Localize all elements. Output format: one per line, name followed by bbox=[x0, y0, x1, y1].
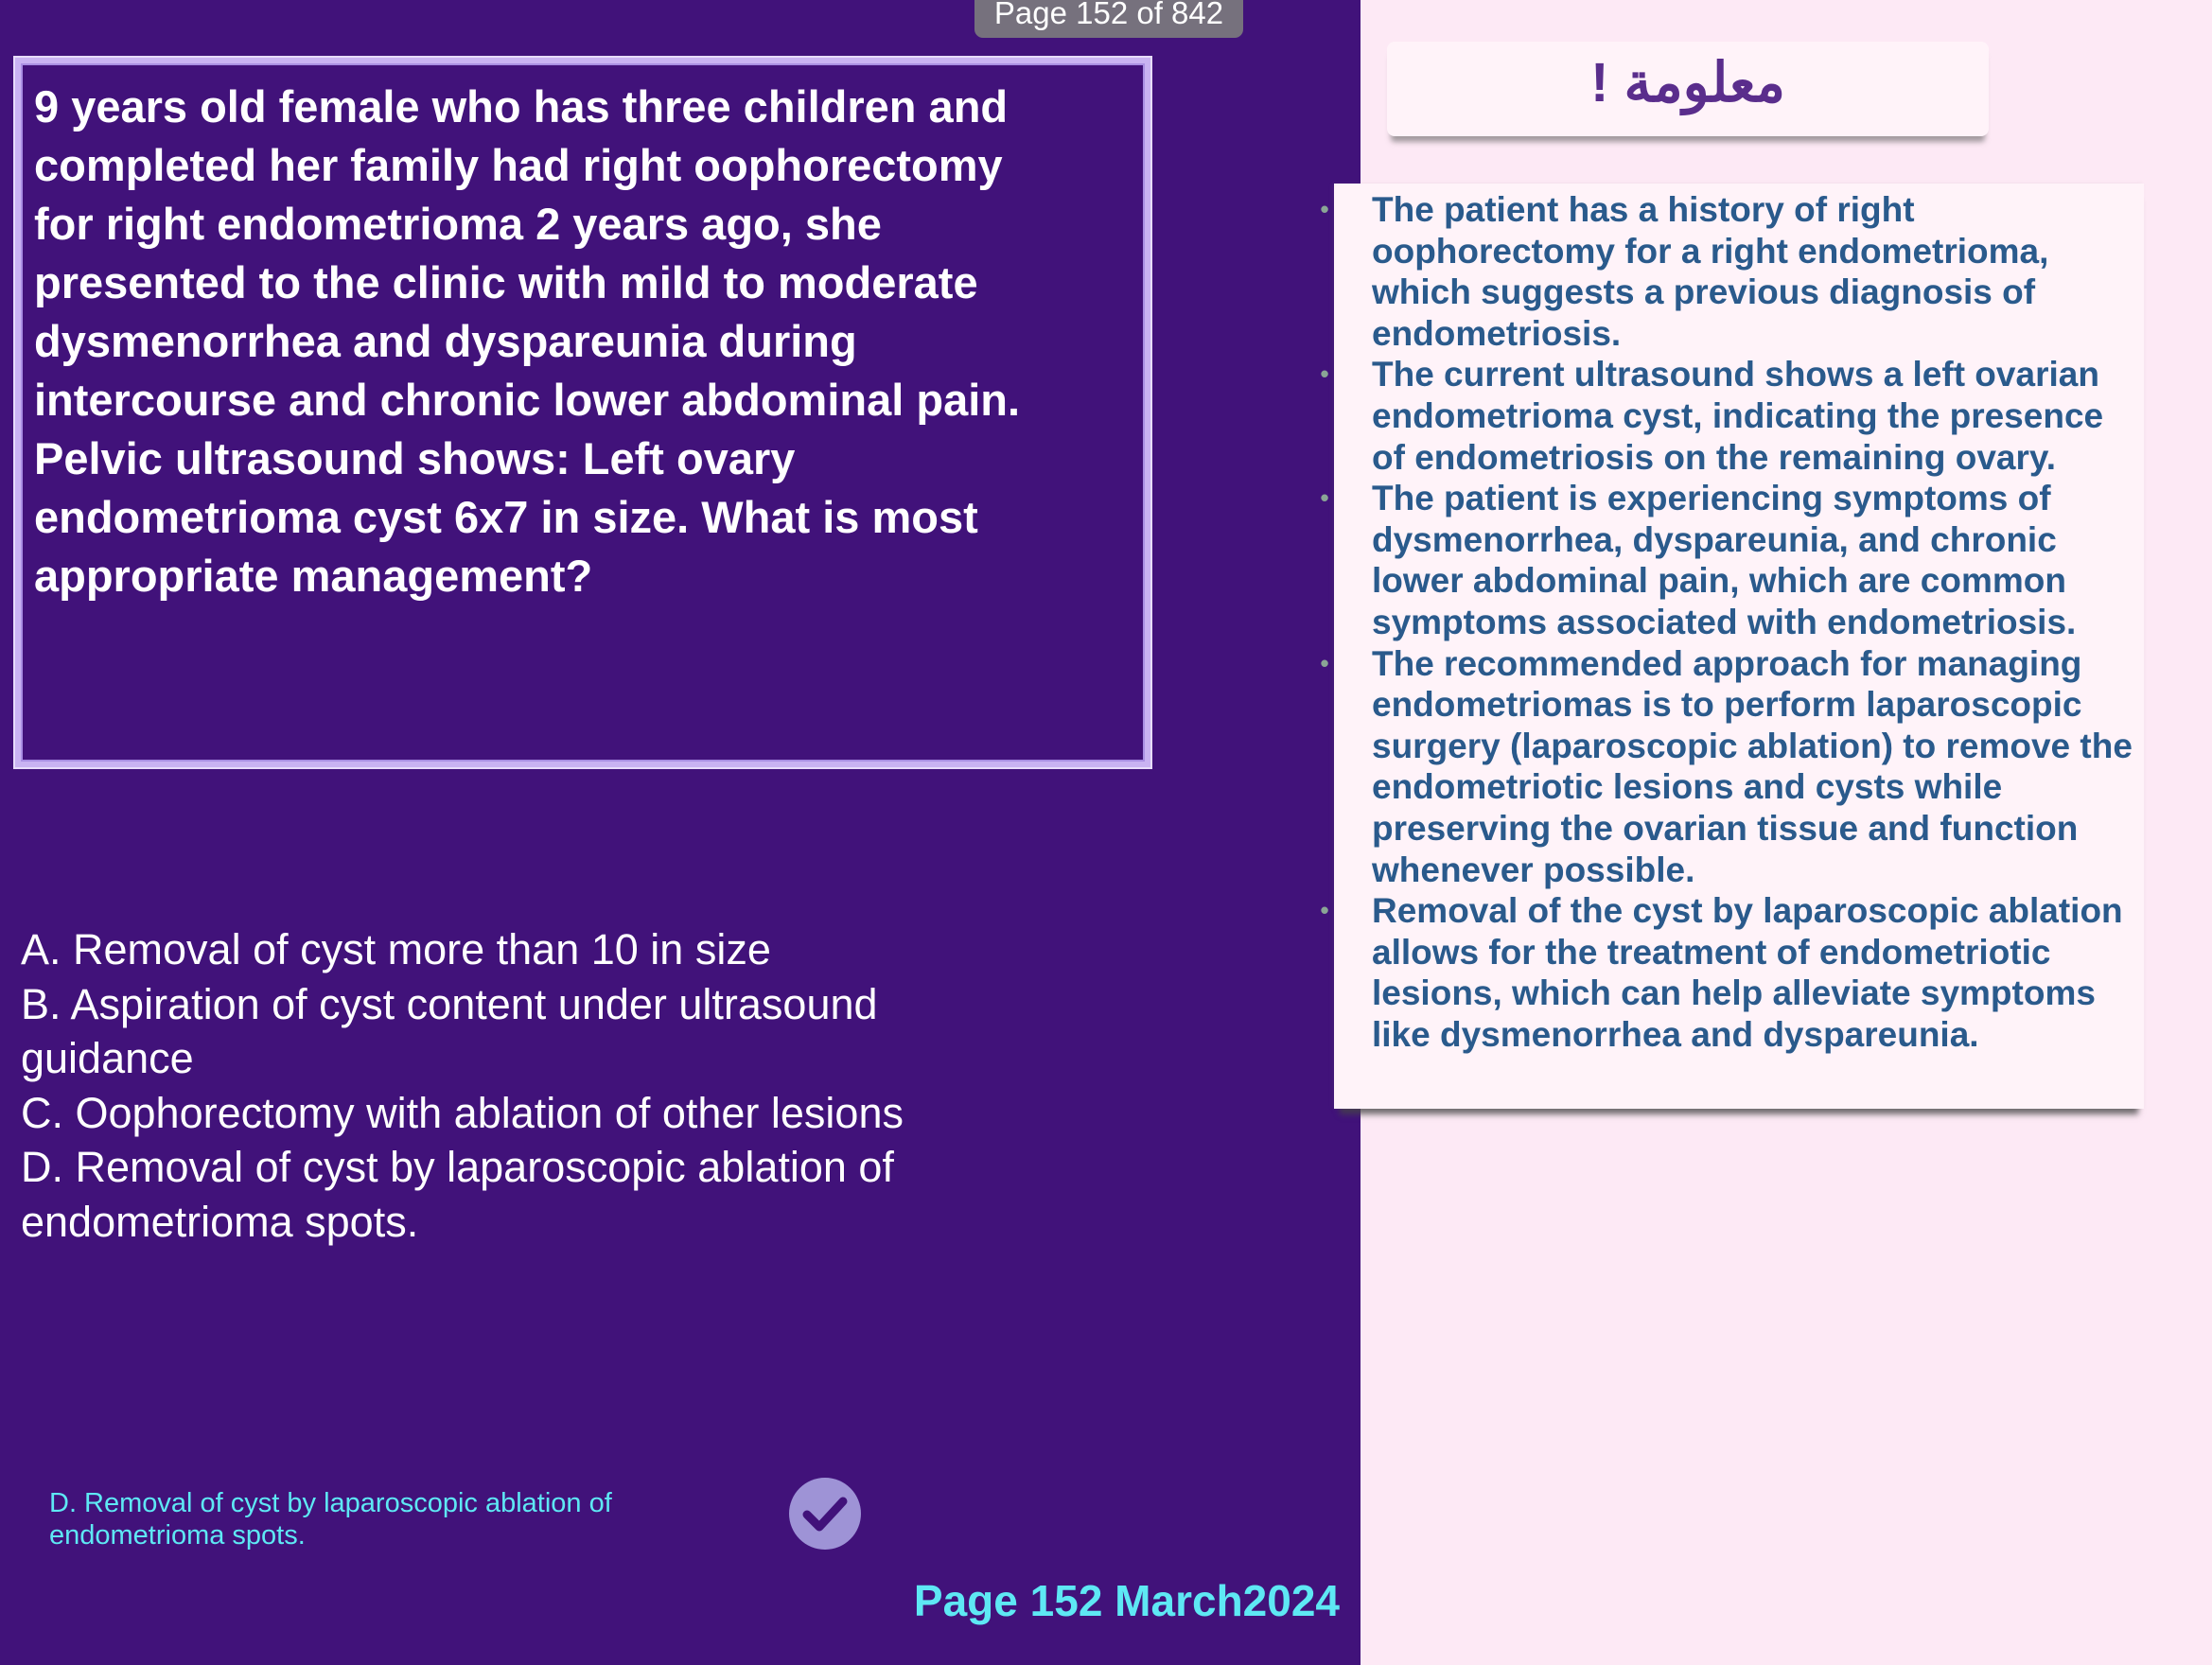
page-indicator-badge: Page 152 of 842 bbox=[974, 0, 1243, 38]
info-bullet-list bbox=[1315, 189, 2138, 1055]
bullet-icon: • bbox=[1320, 896, 1329, 925]
info-item-text: Removal of the cyst by laparoscopic ablation allows for the treatment of endometriotic lesions, which can help alleviate symptoms like dysmenorrhea and dyspareunia. bbox=[1372, 891, 2123, 1054]
info-title-card bbox=[1387, 42, 1989, 136]
correct-answer-text: D. Removal of cyst by laparoscopic ablation of endometrioma spots. bbox=[49, 1488, 612, 1551]
info-item-text: The current ultrasound shows a left ovarian endometrioma cyst, indicating the presence of endometriosis on the remaining ovary. bbox=[1372, 355, 2104, 477]
info-item-text: The patient has a history of right oophorectomy for a right endometrioma, which suggests a previous diagnosis of endometriosis. bbox=[1372, 190, 2049, 353]
info-item-text: The patient is experiencing symptoms of dysmenorrhea, dyspareunia, and chronic lower abdominal pain, which are common symptoms associated with endometriosis. bbox=[1372, 479, 2077, 641]
info-item bbox=[1315, 478, 2138, 642]
info-item bbox=[1315, 890, 2138, 1055]
info-item bbox=[1315, 643, 2138, 891]
info-item bbox=[1315, 189, 2138, 354]
info-item bbox=[1315, 354, 2138, 478]
check-circle-icon bbox=[789, 1478, 861, 1550]
info-title: معلومة ! bbox=[1590, 52, 1785, 114]
bullet-icon: • bbox=[1320, 359, 1329, 389]
option-d[interactable]: D. Removal of cyst by laparoscopic ablation of endometrioma spots. bbox=[21, 1143, 894, 1246]
bullet-icon: • bbox=[1320, 483, 1329, 513]
info-item-text: The recommended approach for managing endometriomas is to perform laparoscopic surgery (laparoscopic ablation) to remove the endometriotic lesions and cysts while preserving the ovarian tissue and function whenever possible. bbox=[1372, 643, 2133, 889]
bullet-icon: • bbox=[1320, 648, 1329, 677]
answer-options-list bbox=[21, 922, 1062, 1249]
option-b[interactable]: B. Aspiration of cyst content under ultrasound guidance bbox=[21, 979, 878, 1082]
bullet-icon: • bbox=[1320, 195, 1329, 223]
option-a[interactable]: A. Removal of cyst more than 10 in size bbox=[21, 925, 771, 973]
page-footer: Page 152 March2024 bbox=[913, 1576, 1340, 1625]
option-c[interactable]: C. Oophorectomy with ablation of other lesions bbox=[21, 1088, 904, 1137]
question-text: 9 years old female who has three children and completed her family had right oophorectomy for right endometrioma 2 years ago, she presented to the clinic with mild to moderate dysmenorrhea and dyspareunia during intercourse and chronic lower abdominal pain. Pelvic ultrasound shows: Left ovary endometrioma cyst 6x7 in size. What is most appropriate management? bbox=[34, 81, 1021, 601]
